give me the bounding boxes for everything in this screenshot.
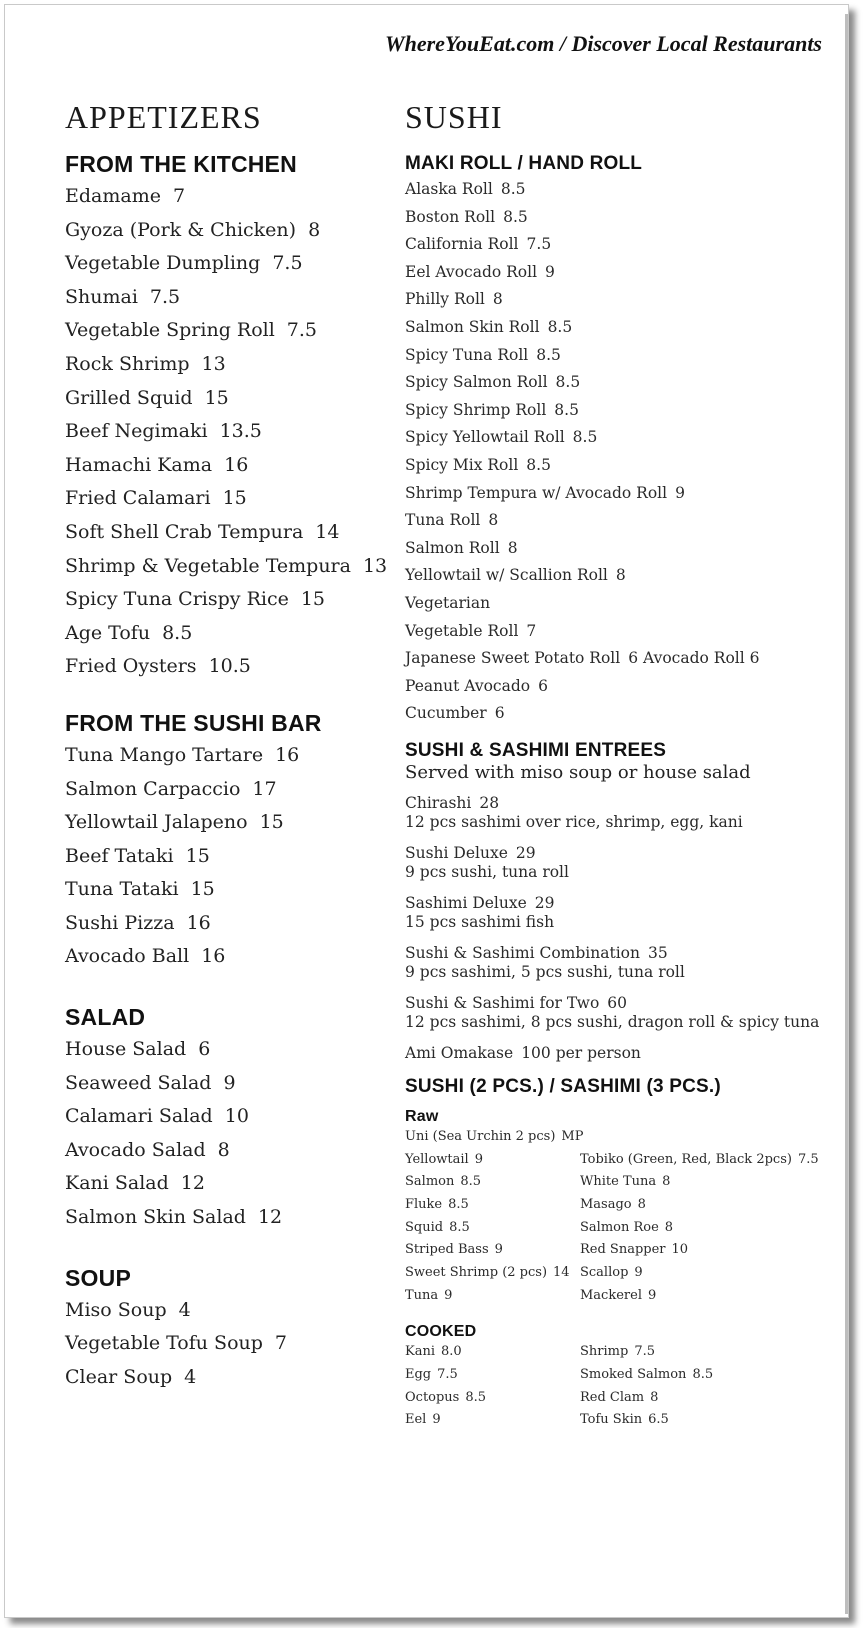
menu-item [65,449,395,483]
item-price: 13 [201,352,226,375]
menu-item [65,247,395,281]
item-name: Philly Roll [405,290,485,309]
menu-item [65,1167,395,1201]
item-price: 8.5 [572,428,598,447]
item-price: 6 [198,1038,211,1061]
item-name: Smoked Salmon [580,1367,687,1383]
menu-item [405,204,830,232]
item-name: Hamachi Kama [65,453,213,476]
menu-item [405,562,830,590]
menu-item [405,1239,580,1262]
menu-item [580,1387,830,1410]
item-name: Boston Roll [405,207,496,226]
item-name: Yellowtail w/ Scallion Roll [405,566,608,585]
raw-wide-list [405,1126,830,1149]
item-name: Mackerel [580,1287,642,1303]
menu-item [580,1341,830,1364]
item-price: 7 [172,185,186,207]
item-name: Tofu Skin [580,1412,643,1428]
item-name: Kani Salad [65,1172,169,1195]
raw-col1 [405,1149,580,1308]
item-price: 7.5 [437,1367,458,1383]
menu-item [65,516,395,550]
item-name: Masago [580,1196,632,1212]
menu-item [65,873,395,907]
item-price: 7 [274,1332,288,1355]
item-name: Sushi & Sashimi for Two [405,993,600,1012]
entrees-list [405,794,830,1063]
item-name: Tuna Tataki [65,878,179,901]
menu-item [65,1067,395,1101]
entree-description: 12 pcs sashimi over rice, shrimp, egg, kani [405,812,743,831]
item-name: Salmon [405,1174,455,1190]
entree-name-line [405,944,830,963]
menu-item [580,1285,830,1308]
menu-item [405,452,830,480]
item-name: Spicy Salmon Roll [405,373,548,392]
item-price: 9 [444,1287,453,1303]
item-price: 7.5 [272,252,303,275]
item-price: 8.5 [547,317,573,336]
menu-item [405,1387,580,1410]
item-name: Striped Bass [405,1242,489,1258]
menu-item [65,806,395,840]
item-price: 9 [474,1151,483,1167]
menu-item [65,650,395,684]
item-name: Sushi Deluxe [405,843,508,862]
item-price: 8 [650,1389,659,1405]
item-price: 6.5 [648,1412,669,1428]
item-name: Salmon Roll [405,538,500,557]
menu-item [580,1239,830,1262]
item-name: Tobiko (Green, Red, Black 2pcs) [580,1151,792,1167]
menu-item [405,231,830,259]
menu-item [65,739,395,773]
item-price: 7.5 [526,235,552,254]
menu-item [405,507,830,535]
item-name: Red Clam [580,1389,645,1405]
menu-item [580,1262,830,1285]
menu-item [65,1134,395,1168]
item-price: 15 [204,386,229,409]
menu-item [405,1409,580,1432]
item-price: 28 [479,793,500,812]
item-price: 16 [275,743,300,766]
menu-item [65,940,395,974]
menu-item [405,1341,580,1364]
item-price: MP [561,1128,584,1144]
item-name: Spicy Shrimp Roll [405,400,547,419]
item-price: 14 [553,1265,570,1280]
item-price: 8.5 [536,345,561,364]
cooked-col1 [405,1341,580,1432]
item-name: Alaska Roll [405,180,493,198]
item-price: 12 [257,1206,283,1229]
item-name: California Roll [405,235,519,254]
item-price: 8.5 [460,1174,482,1190]
item-price: 10 [224,1105,249,1128]
item-name: Yellowtail [405,1151,469,1167]
item-price: 9 [545,262,555,281]
item-name: Salmon Carpaccio [65,777,241,800]
item-price: 8 [492,290,503,309]
menu-item [580,1149,830,1172]
item-name: Vegetable Tofu Soup [65,1332,263,1355]
menu-item [405,1149,580,1172]
item-price: 4 [178,1298,191,1321]
cooked-heading: COOKED [405,1323,477,1341]
item-price: 8.5 [500,180,526,198]
item-price: 8 [615,566,626,585]
entree-name-line [405,994,830,1013]
menu-item [65,348,395,382]
item-name: Spicy Tuna Roll [405,345,529,364]
item-price: 10 [671,1242,689,1258]
item-name: Yellowtail Jalapeno [65,811,248,834]
item-price: 15 [190,878,215,901]
item-price: 8.5 [448,1196,469,1212]
item-name: Spicy Tuna Crispy Rice [65,588,289,611]
sushi-column [405,97,830,1432]
item-price: 9 [675,483,685,502]
entree-name-line [405,1044,830,1063]
menu-item [65,214,395,248]
menu-item [405,397,830,425]
menu-item [405,259,830,287]
item-name: Sweet Shrimp (2 pcs) [405,1265,548,1280]
item-name: Egg [405,1367,432,1383]
item-price: 13.5 [219,420,262,443]
menu-item [405,369,830,397]
item-price: 9 [634,1265,643,1280]
entree-item [405,844,830,881]
menu-item [580,1171,830,1194]
item-price: 7.5 [286,319,318,342]
salad-heading: SALAD [65,1004,146,1031]
item-price: 100 per person [521,1043,641,1062]
menu-item [580,1217,830,1240]
item-name: Spicy Yellowtail Roll [405,428,565,447]
menu-item [405,645,830,673]
item-name: Miso Soup [65,1298,167,1321]
entree-description: 12 pcs sashimi, 8 pcs sushi, dragon roll & spicy tuna [405,1012,820,1031]
menu-item [65,281,395,315]
menu-item [65,1327,395,1361]
menu-item [405,618,830,646]
item-price: 8 [308,218,321,241]
raw-columns [405,1149,830,1308]
item-price: 8 [662,1174,671,1190]
menu-item [65,550,395,584]
soup-list [65,1294,395,1395]
item-price: 7.5 [149,285,181,308]
menu-item [405,1262,580,1285]
kitchen-heading: FROM THE KITCHEN [65,151,297,177]
item-price: 9 [494,1242,503,1258]
menu-item [405,1171,580,1194]
item-price: 16 [224,453,249,476]
item-name: Edamame [65,185,161,207]
entree-name-line [405,894,830,913]
item-price: 17 [252,777,277,800]
item-price: 8.5 [554,400,579,419]
item-name: Red Snapper [580,1242,666,1258]
menu-page [4,4,849,1618]
item-name: Grilled Squid [65,386,193,409]
salad-list [65,1033,395,1235]
raw-heading: Raw [405,1107,439,1125]
item-name: Peanut Avocado [405,676,531,695]
item-price: 29 [534,893,555,912]
item-name: Tuna Mango Tartare [65,743,264,766]
item-name: Uni (Sea Urchin 2 pcs) [405,1128,556,1144]
menu-item [65,1361,395,1395]
item-name: Eel Avocado Roll [405,262,538,281]
menu-item [65,617,395,651]
item-price: 6 Avocado Roll 6 [628,649,760,668]
menu-item [405,176,830,204]
item-name: Rock Shrimp [65,352,190,375]
item-price: 8.5 [465,1389,487,1405]
menu-item [65,1294,395,1328]
menu-item [65,314,395,348]
item-name: Beef Negimaki [65,420,208,443]
item-price: 60 [607,993,628,1012]
menu-item [405,1285,580,1308]
entrees-subtitle: Served with miso soup or house salad [405,761,751,783]
maki-list [405,176,830,728]
menu-item [65,1100,395,1134]
item-name: Salmon Skin Roll [405,317,540,336]
item-name: Squid [405,1219,444,1235]
entree-item [405,894,830,931]
item-price: 16 [186,911,211,934]
item-name: Fried Oysters [65,655,197,678]
item-price: 8 [664,1219,674,1235]
item-price: 12 [180,1172,205,1195]
menu-item [405,314,830,342]
item-name: Shrimp & Vegetable Tempura [65,554,351,577]
menu-item [405,590,830,618]
appetizers-column [65,97,395,1394]
item-price: 7 [526,621,537,640]
item-price: 8.5 [692,1367,714,1383]
item-price: 8.5 [162,621,193,644]
menu-item [405,700,830,728]
item-name: Ami Omakase [405,1043,514,1062]
raw-col2 [580,1149,830,1308]
item-name: Seaweed Salad [65,1071,212,1094]
sushi-bar-heading: FROM THE SUSHI BAR [65,709,322,736]
item-name: Japanese Sweet Potato Roll [405,649,621,668]
item-price: 15 [222,487,247,510]
menu-item [65,907,395,941]
item-price: 9 [647,1287,657,1303]
item-name: Avocado Ball [65,945,190,968]
item-price: 8.5 [503,207,528,226]
menu-item [65,840,395,874]
entree-item [405,1044,830,1063]
item-price: 6 [538,676,548,695]
item-name: Tuna Roll [405,511,481,530]
menu-item [405,424,830,452]
item-price: 8.5 [526,455,551,474]
item-price: 8.0 [441,1344,462,1360]
item-name: Vegetable Roll [405,621,519,640]
entree-description: 15 pcs sashimi fish [405,912,555,931]
item-name: Kani [405,1344,435,1360]
item-price: 10.5 [208,655,251,678]
menu-item [65,482,395,516]
entree-description: 9 pcs sashimi, 5 pcs sushi, tuna roll [405,962,685,981]
entree-name-line [405,794,830,813]
entree-item [405,794,830,831]
item-name: Vegetable Spring Roll [65,319,275,342]
kitchen-list [65,180,395,684]
menu-item [65,415,395,449]
menu-item [405,535,830,563]
menu-item [405,1194,580,1217]
item-name: Eel [405,1412,427,1428]
menu-item [580,1194,830,1217]
menu-item [405,1217,580,1240]
item-name: Age Tofu [65,621,151,644]
menu-item [65,1033,395,1067]
item-price: 7.5 [797,1151,819,1167]
menu-item [405,286,830,314]
item-price: 6 [494,704,505,723]
item-price: 9 [432,1412,441,1428]
item-name: Fried Calamari [65,487,211,510]
entree-item [405,994,830,1031]
menu-item [405,673,830,701]
site-header: WhereYouEat.com / Discover Local Restaurants [385,31,822,56]
menu-item [65,773,395,807]
item-name: White Tuna [580,1174,657,1190]
menu-item [65,180,395,214]
menu-item [65,1201,395,1235]
item-name: Clear Soup [65,1365,173,1388]
item-price: 15 [185,844,210,867]
entrees-heading: SUSHI & SASHIMI ENTREES [405,739,667,761]
item-name: Scallop [580,1265,629,1280]
soup-heading: SOUP [65,1264,131,1291]
item-name: Sushi Pizza [65,911,175,934]
item-price: 8 [507,538,518,557]
item-price: 7.5 [634,1344,655,1360]
item-name: Sashimi Deluxe [405,893,527,912]
item-price: 35 [647,943,668,962]
item-price: 13 [362,554,388,577]
entree-description: 9 pcs sushi, tuna roll [405,862,569,881]
cooked-col2 [580,1341,830,1432]
item-name: Shrimp [580,1344,629,1360]
raw-item-uni [405,1126,830,1149]
entree-item [405,944,830,981]
item-price: 15 [300,588,326,611]
item-name: Salmon Roe [580,1219,659,1235]
item-price: 15 [259,811,284,834]
maki-heading: MAKI ROLL / HAND ROLL [405,153,643,174]
item-name: Octopus [405,1389,460,1405]
item-name: Shumai [65,285,138,308]
menu-item [580,1409,830,1432]
item-price: 14 [315,520,340,543]
item-price: 4 [184,1365,197,1388]
item-name: Vegetable Dumpling [65,252,261,275]
item-name: Salmon Skin Salad [65,1206,246,1229]
item-price: 8.5 [449,1219,470,1235]
menu-item [65,583,395,617]
item-price: 9 [223,1071,236,1094]
page-edge-shadow [845,14,848,1614]
item-name: House Salad [65,1038,187,1061]
menu-item [65,382,395,416]
menu-item [405,480,830,508]
menu-item [405,1364,580,1387]
item-price: 29 [515,843,536,862]
menu-item [405,342,830,370]
sushi-title: SUSHI [405,99,503,135]
item-name: Beef Tataki [65,844,174,867]
sushi-bar-list [65,739,395,974]
item-name: Vegetarian [405,593,491,612]
item-name: Soft Shell Crab Tempura [65,520,304,543]
pieces-heading: SUSHI (2 PCS.) / SASHIMI (3 PCS.) [405,1075,721,1097]
item-price: 16 [201,945,226,968]
item-name: Calamari Salad [65,1105,213,1128]
entree-name-line [405,844,830,863]
item-name: Fluke [405,1196,443,1212]
cooked-columns [405,1341,830,1432]
item-price: 8 [488,511,499,530]
item-name: Cucumber [405,704,487,723]
item-price: 8.5 [555,373,581,392]
menu-item [580,1364,830,1387]
item-price: 8 [217,1138,230,1161]
item-price: 8 [637,1196,646,1212]
item-name: Sushi & Sashimi Combination [405,943,640,962]
appetizers-title: APPETIZERS [65,99,262,135]
item-name: Shrimp Tempura w/ Avocado Roll [405,483,668,502]
item-name: Tuna [405,1287,439,1303]
item-name: Spicy Mix Roll [405,455,519,474]
item-name: Chirashi [405,793,472,812]
item-name: Gyoza (Pork & Chicken) [65,218,297,241]
item-name: Avocado Salad [65,1138,206,1161]
